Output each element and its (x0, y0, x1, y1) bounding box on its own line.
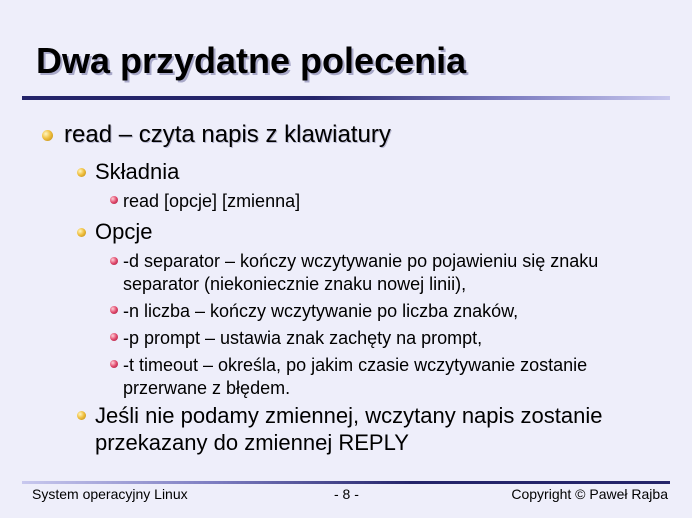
title-divider (22, 96, 670, 100)
bullet-dot-icon (110, 257, 118, 265)
footer-left: System operacyjny Linux (32, 486, 188, 502)
slide-title: Dwa przydatne polecenia (36, 40, 467, 81)
bullet-dot-icon (110, 196, 118, 204)
bullet-opt-d: -d separator – kończy wczytywanie po pojawieniu się znaku separator (niekoniecznie znaku nowej linii), (123, 251, 599, 294)
bullet-opt-n: -n liczba – kończy wczytywanie po liczba znaków, (123, 301, 519, 321)
bullet-opt-p: -p prompt – ustawia znak zachęty na prompt, (123, 328, 483, 348)
bullet-skladnia-item: read [opcje] [zmienna] (123, 191, 301, 211)
bullet-dot-icon (42, 130, 53, 141)
footer-page-number: - 8 - (334, 486, 359, 502)
bullet-dot-icon (110, 333, 118, 341)
bullet-reply: Jeśli nie podamy zmiennej, wczytany napis zostanie przekazany do zmiennej REPLY (95, 403, 603, 455)
bullet-skladnia: Składnia (95, 159, 180, 184)
bullet-dot-icon (77, 411, 86, 420)
bullet-read (64, 121, 391, 149)
footer-copyright: Copyright © Paweł Rajba (511, 486, 668, 502)
footer-divider (22, 481, 670, 484)
bullet-dot-icon (77, 228, 86, 237)
bullet-opt-t: -t timeout – określa, po jakim czasie wczytywanie zostanie przerwane z błędem. (123, 355, 588, 398)
bullet-opcje: Opcje (95, 219, 153, 244)
bullet-dot-icon (110, 360, 118, 368)
bullet-read-text: read – czyta napis z klawiatury (64, 121, 391, 148)
bullet-dot-icon (77, 168, 86, 177)
bullet-dot-icon (110, 306, 118, 314)
